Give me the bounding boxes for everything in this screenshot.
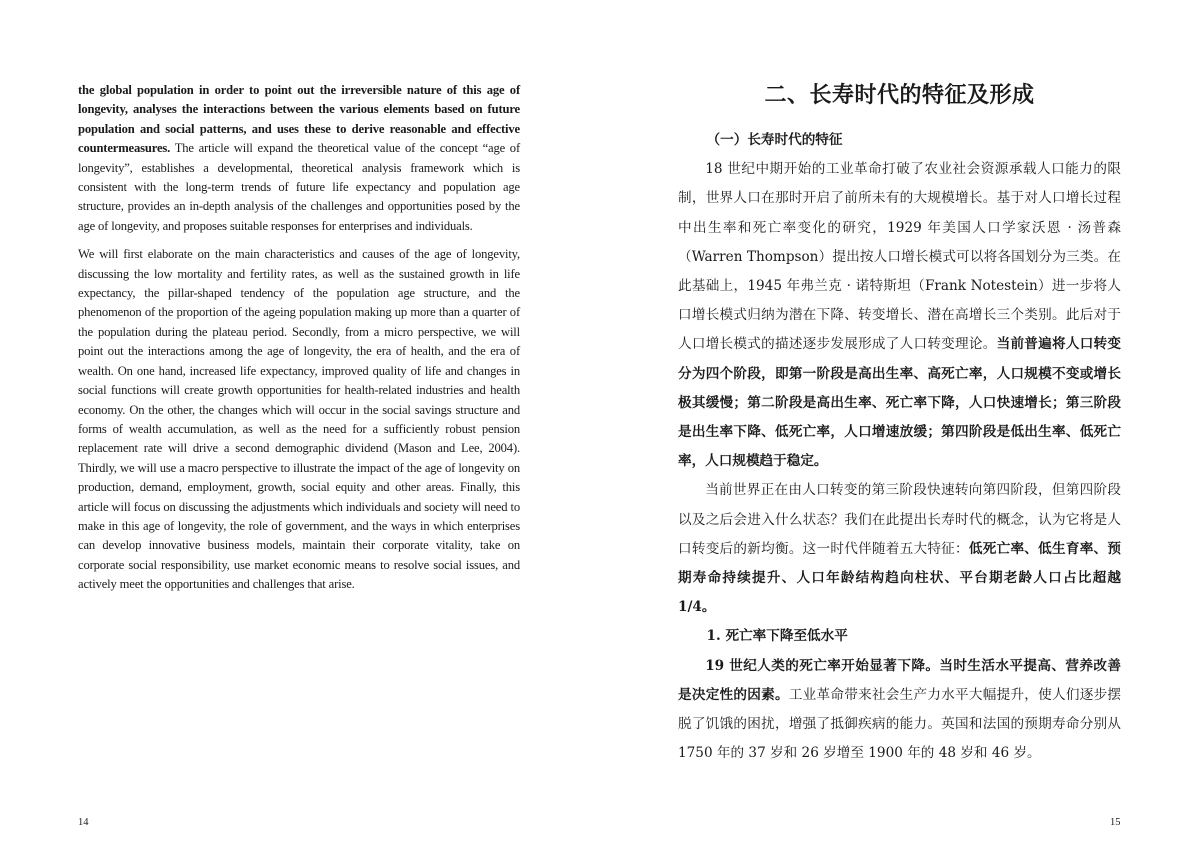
subsection-title: 1. 死亡率下降至低水平 xyxy=(706,628,848,645)
bold-four-stages-text: 当前普遍将人口转变分为四个阶段，即第一阶段是高出生率、高死亡率，人口规模不变或增长极其缓慢；第二阶段是高出生率、死亡率下降，人口快速增长；第三阶段是出生率下降、低死亡率，人口增速放缓；第四阶段是低出生率、低死亡率，人口规模趋于稳定。 xyxy=(678,336,1122,470)
paragraph-1-rest: The article will expand the theoretical value of the concept “age of longevity”, establishes a developmental, theoretical analysis framework which is consistent with the long-term trends of future life expectancy and population age structure, provides an in-depth analysis of the challenges and opportunities posed by the age of longevity, and proposes suitable responses for enterprises and individuals. xyxy=(78,141,520,233)
paragraph-text: 工业革命带来社会生产力水平大幅提升，使人们逐步摆脱了饥饿的困扰，增强了抵御疾病的能力。英国和法国的预期寿命分别从 1750 年的 37 岁和 26 岁增至 1900 年的 48 岁和 46 岁。 xyxy=(678,686,1122,762)
section-title: （一）长寿时代的特征 xyxy=(706,132,843,148)
paragraph-demographic-transition xyxy=(678,155,1121,476)
chinese-text-column xyxy=(678,78,1121,768)
right-page xyxy=(600,0,1200,855)
paragraph-age-of-longevity xyxy=(678,476,1121,622)
bold-mortality-text: 19 世纪人类的死亡率开始显著下降。当时生活水平提高、营养改善是决定性的因素。 xyxy=(678,657,1121,703)
bold-intro-text: the global population in order to point out the irreversible nature of this age of longevity, analyses the interactions between the various elements based on future population and social patterns, and uses these to derive reasonable and effective countermeasures. xyxy=(78,83,520,156)
chapter-title: 二、长寿时代的特征及形成 xyxy=(764,82,1035,108)
page-number-right: 15 xyxy=(1110,817,1121,828)
bold-five-features-text: 低死亡率、低生育率、预期寿命持续提升、人口年龄结构趋向柱状、平台期老龄人口占比超越 1/4。 xyxy=(678,540,1122,616)
paragraph-text: 当前世界正在由人口转变的第三阶段快速转向第四阶段，但第四阶段以及之后会进入什么状态？我们在此提出长寿时代的概念，认为它将是人口转变后的新均衡。这一时代伴随着五大特征： xyxy=(678,482,1121,557)
paragraph-1 xyxy=(78,81,520,236)
paragraph-mortality xyxy=(678,652,1121,769)
paragraph-text: 18 世纪中期开始的工业革命打破了农业社会资源承载人口能力的限制，世界人口在那时开启了前所未有的大规模增长。基于对人口增长过程中出生率和死亡率变化的研究，1929 年美国人口学家沃恩 · 汤普森（Warren Thompson）提出按人口增长模式可以将各国划分为三类。在此基础上，1945 年弗兰克 · 诺特斯坦（Frank Notestein）进一步将人口增长模式归纳为潜在下降、转变增长、潜在高增长三个类别。此后对于人口增长模式的描述逐步发展形成了人口转变理论。 xyxy=(678,161,1121,353)
english-text-column xyxy=(78,81,520,595)
page-number-left: 14 xyxy=(78,817,89,828)
paragraph-2: We will first elaborate on the main characteristics and causes of the age of longevity, discussing the low mortality and fertility rates, as well as the sustained growth in life expectancy, the pillar-shaped tendency of the population age structure, and the phenomenon of the proportion of the ageing population making up more than a quarter of the population during the plateau period. Secondly, from a micro perspective, we will point out the interactions among the age of longevity, the era of health, and the era of wealth. On one hand, increased life expectancy, improved quality of life and changes in social functions will create growth opportunities for health-related industries and health economy. On the other, the changes which will occur in the social savings structure and forms of wealth accumulation, as well as the need for a sufficiently robust pension replacement rate will drive a second demographic dividend (Mason and Lee, 2004). Thirdly, we will use a macro perspective to illustrate the impact of the age of longevity on production, demand, employment, growth, social equity and other areas. Finally, this article will focus on discussing the adjustments which individuals and society will need to make in this age of longevity, the role of government, and the ways in which enterprises can develop innovative business models, maintain their corporate vitality, take on corporate social responsibility, use market economic means to resolve social issues, and actively meet the opportunities and challenges that arise. xyxy=(78,247,520,592)
